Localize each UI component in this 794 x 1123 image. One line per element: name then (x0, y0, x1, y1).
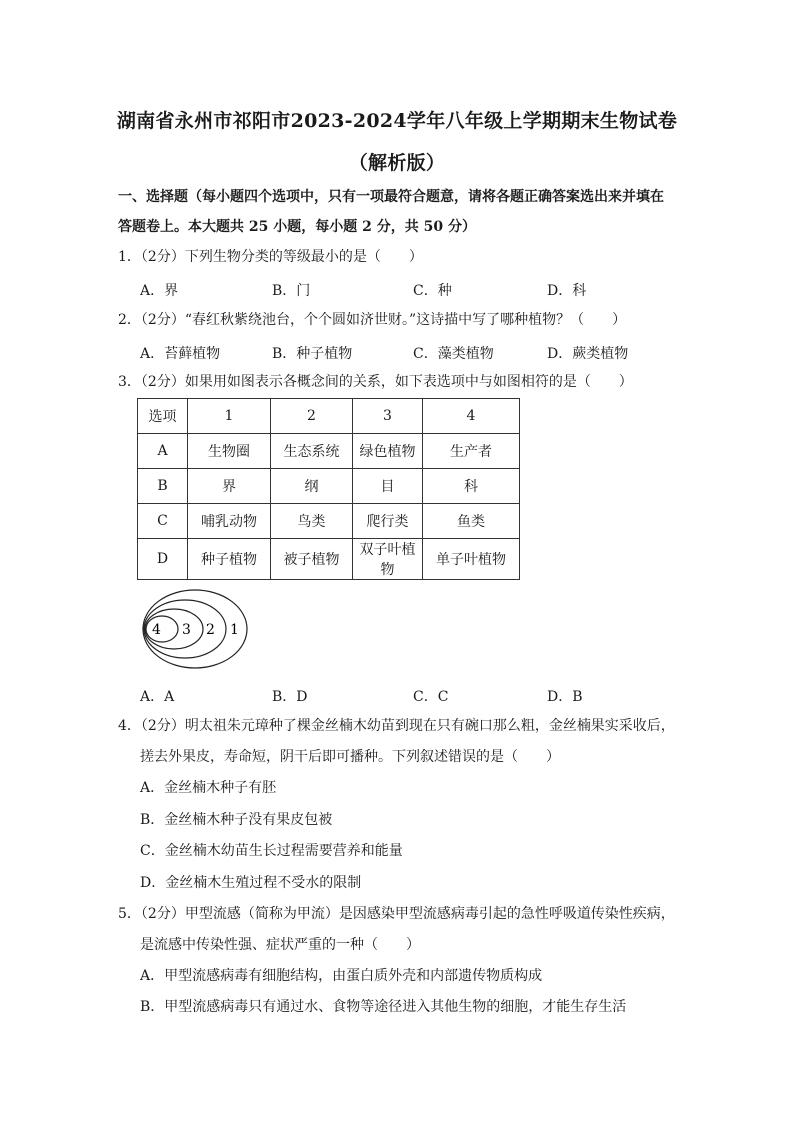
table-header-cell: 1 (188, 399, 271, 434)
table-header-cell: 2 (271, 399, 353, 434)
ellipse-inner-4 (146, 616, 178, 642)
question-1-option-a: A．界 (140, 283, 179, 299)
concept-table (137, 398, 520, 580)
diagram-label-3: 3 (182, 622, 191, 638)
table-header-cell: 选项 (138, 399, 188, 434)
table-cell: B (138, 469, 188, 504)
question-1-stem: 1．（2分）下列生物分类的等级最小的是（ ） (118, 249, 423, 265)
question-2-option-c: C．藻类植物 (413, 346, 494, 362)
table-row (138, 539, 520, 580)
table-cell: A (138, 434, 188, 469)
table-row (138, 434, 520, 469)
question-2-stem: 2．（2分）“春红秋紫绕池台，个个圆如济世财。”这诗描中写了哪种植物？（ ） (118, 312, 627, 328)
question-3-stem: 3．（2分）如果用如图表示各概念间的关系，如下表选项中与如图相符的是（ ） (118, 374, 633, 390)
table-cell: 爬行类 (353, 504, 423, 539)
table-cell: 绿色植物 (353, 434, 423, 469)
question-3-option-a: A．A (140, 689, 175, 705)
table-header-cell: 3 (353, 399, 423, 434)
question-1-option-c: C．种 (413, 283, 452, 299)
table-cell: 生态系统 (271, 434, 353, 469)
question-5-option-a: A．甲型流感病毒有细胞结构，由蛋白质外壳和内部遗传物质构成 (140, 968, 543, 984)
question-4-stem-line2: 搓去外果皮，寿命短，阴干后即可播种。下列叙述错误的是（ ） (140, 749, 560, 765)
question-5-stem-line1: 5．（2分）甲型流感（简称为甲流）是因感染甲型流感病毒引起的急性呼吸道传染性疾病， (118, 906, 675, 922)
section-instructions-line2: 答题卷上。本大题共 25 小题，每小题 2 分，共 50 分） (118, 219, 476, 235)
nested-ellipses-diagram (140, 586, 252, 670)
table-cell: 生物圈 (188, 434, 271, 469)
table-row (138, 469, 520, 504)
table-header-cell: 4 (423, 399, 520, 434)
table-cell: 鱼类 (423, 504, 520, 539)
diagram-label-4: 4 (152, 622, 161, 638)
table-cell: 科 (423, 469, 520, 504)
question-1-option-d: D．科 (547, 283, 587, 299)
question-4-option-c: C．金丝楠木幼苗生长过程需要营养和能量 (140, 843, 403, 859)
question-3-option-d: D．B (547, 689, 583, 705)
table-cell: 双子叶植物 (353, 539, 423, 580)
question-3-option-c: C．C (413, 689, 449, 705)
table-cell: 界 (188, 469, 271, 504)
question-4-option-d: D．金丝楠木生殖过程不受水的限制 (140, 875, 362, 891)
table-cell: 生产者 (423, 434, 520, 469)
table-cell: 纲 (271, 469, 353, 504)
question-3-option-b: B．D (272, 689, 308, 705)
page-subtitle: （解析版） (348, 152, 446, 174)
diagram-label-2: 2 (206, 622, 215, 638)
question-4-option-b: B．金丝楠木种子没有果皮包被 (140, 812, 333, 828)
question-2-option-a: A．苔藓植物 (140, 346, 221, 362)
table-header-row (138, 399, 520, 434)
question-2-option-d: D．蕨类植物 (547, 346, 629, 362)
question-5-stem-line2: 是流感中传染性强、症状严重的一种（ ） (140, 937, 420, 953)
page-title: 湖南省永州市祁阳市2023-2024学年八年级上学期期末生物试卷 (116, 110, 678, 132)
table-cell: C (138, 504, 188, 539)
table-row (138, 504, 520, 539)
table-cell: 哺乳动物 (188, 504, 271, 539)
table-cell: 鸟类 (271, 504, 353, 539)
question-2-option-b: B．种子植物 (272, 346, 353, 362)
question-5-option-b: B．甲型流感病毒只有通过水、食物等途径进入其他生物的细胞，才能生存生活 (140, 999, 627, 1015)
table-cell: D (138, 539, 188, 580)
question-4-stem-line1: 4．（2分）明太祖朱元璋种了棵金丝楠木幼苗到现在只有碗口那么粗，金丝楠果实采收后， (118, 718, 675, 734)
section-instructions (118, 182, 678, 242)
section-instructions-line1: 一、选择题（每小题四个选项中，只有一项最符合题意，请将各题正确答案选出来并填在 (118, 189, 664, 205)
question-1-option-b: B．门 (272, 283, 311, 299)
table-cell: 目 (353, 469, 423, 504)
diagram-label-1: 1 (230, 622, 239, 638)
table-cell: 种子植物 (188, 539, 271, 580)
table-cell: 单子叶植物 (423, 539, 520, 580)
question-4-option-a: A．金丝楠木种子有胚 (140, 780, 277, 796)
table-cell: 被子植物 (271, 539, 353, 580)
